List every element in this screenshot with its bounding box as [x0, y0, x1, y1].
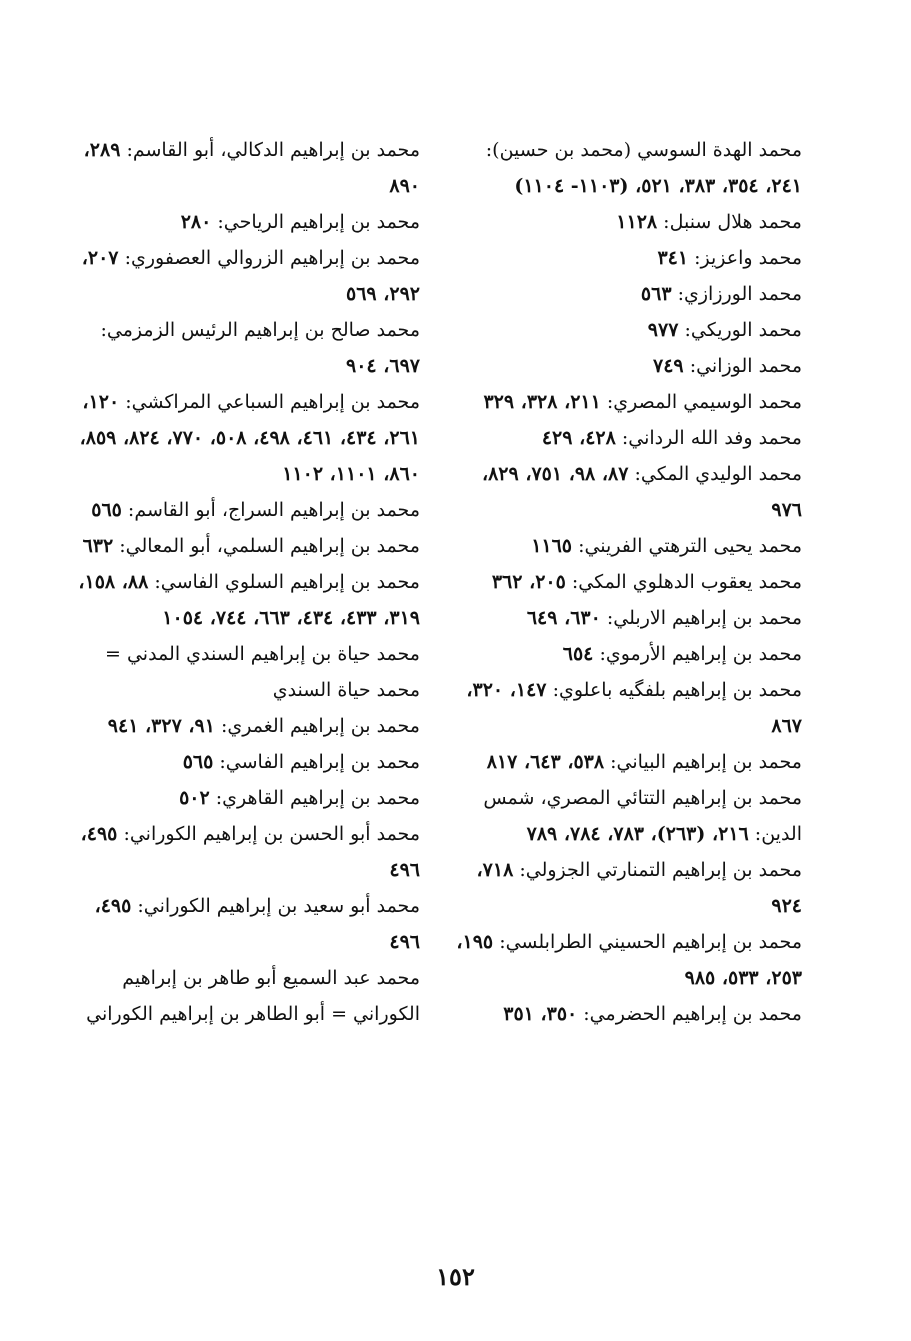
index-entry: محمد بن إبراهيم السلمي، أبو المعالي: ٦٣٢ [82, 535, 420, 557]
index-entry: محمد بن إبراهيم التتائي المصري، شمس الدين: ٢١٦، (٢٦٣)، ٧٨٣، ٧٨٤، ٧٨٩ [483, 787, 802, 845]
page-number: ١٥٢ [436, 1262, 475, 1291]
index-entry: محمد عبد السميع أبو طاهر بن إبراهيم الكوراني = أبو الطاهر بن إبراهيم الكوراني [86, 967, 420, 1025]
index-entry: محمد الوزاني: ٧٤٩ [653, 355, 802, 377]
index-entry: محمد بن إبراهيم السباعي المراكشي: ١٢٠، ٢٦١، ٤٣٤، ٤٦١، ٤٩٨، ٥٠٨، ٧٧٠، ٨٢٤، ٨٥٩، ٨٦٠، ١١٠١، ١١٠٢ [79, 391, 420, 485]
index-entry: محمد واعزيز: ٣٤١ [657, 247, 802, 269]
index-column-right [455, 132, 802, 1032]
index-entry: محمد بن إبراهيم التمنارتي الجزولي: ٧١٨، ٩٢٤ [476, 859, 802, 917]
index-entry: محمد أبو سعيد بن إبراهيم الكوراني: ٤٩٥، ٤٩٦ [94, 895, 420, 953]
index-entry: محمد الهدة السوسي (محمد بن حسين): ٢٤١، ٣٥٤، ٣٨٣، ٥٢١، (١١٠٣- ١١٠٤) [485, 139, 802, 197]
index-entry: محمد هلال سنبل: ١١٢٨ [616, 211, 802, 233]
index-entry: محمد بن إبراهيم الحضرمي: ٣٥٠، ٣٥١ [503, 1003, 802, 1025]
index-entry: محمد بن إبراهيم الاربلي: ٦٣٠، ٦٤٩ [526, 607, 802, 629]
index-entry: محمد بن إبراهيم الفاسي: ٥٦٥ [182, 751, 420, 773]
index-entry: محمد بن إبراهيم الرياحي: ٢٨٠ [180, 211, 420, 233]
index-entry: محمد يعقوب الدهلوي المكي: ٢٠٥، ٣٦٢ [491, 571, 802, 593]
index-entry: محمد بن إبراهيم الدكالي، أبو القاسم: ٢٨٩، ٨٩٠ [83, 139, 420, 197]
index-entry: محمد وفد الله الرداني: ٤٢٨، ٤٢٩ [541, 427, 802, 449]
index-entry: محمد بن إبراهيم السلوي الفاسي: ٨٨، ١٥٨، ٣١٩، ٤٣٣، ٤٣٤، ٦٦٣، ٧٤٤، ١٠٥٤ [78, 571, 420, 629]
index-entry: محمد بن إبراهيم الزروالي العصفوري: ٢٠٧، ٢٩٢، ٥٦٩ [81, 247, 420, 305]
index-entry: محمد يحيى الترهتي الفريني: ١١٦٥ [531, 535, 802, 557]
index-entry: محمد بن إبراهيم الأرموي: ٦٥٤ [562, 643, 802, 665]
index-entry: محمد الوريكي: ٩٧٧ [647, 319, 802, 341]
index-entry: محمد بن إبراهيم القاهري: ٥٠٢ [179, 787, 420, 809]
index-entry: محمد الوليدي المكي: ٨٧، ٩٨، ٧٥١، ٨٢٩، ٩٧٦ [481, 463, 802, 521]
index-entry: محمد بن إبراهيم الغمري: ٩١، ٣٢٧، ٩٤١ [107, 715, 420, 737]
index-entry: محمد بن إبراهيم الحسيني الطرابلسي: ١٩٥، ٢٥٣، ٥٣٣، ٩٨٥ [456, 931, 802, 989]
index-entry: محمد أبو الحسن بن إبراهيم الكوراني: ٤٩٥، ٤٩٦ [80, 823, 420, 881]
index-entry: محمد حياة بن إبراهيم السندي المدني = محمد حياة السندي [104, 643, 420, 701]
index-entry: محمد بن إبراهيم بلفگيه باعلوي: ١٤٧، ٣٢٠، ٨٦٧ [466, 679, 802, 737]
index-column-left [68, 132, 420, 1032]
index-entry: محمد صالح بن إبراهيم الرئيس الزمزمي: ٦٩٧، ٩٠٤ [100, 319, 420, 377]
index-entry: محمد بن إبراهيم السراج، أبو القاسم: ٥٦٥ [91, 499, 420, 521]
index-entry: محمد الوسيمي المصري: ٢١١، ٣٢٨، ٣٢٩ [483, 391, 802, 413]
index-entry: محمد بن إبراهيم البياني: ٥٣٨، ٦٤٣، ٨١٧ [486, 751, 802, 773]
index-entry: محمد الورزازي: ٥٦٣ [640, 283, 802, 305]
